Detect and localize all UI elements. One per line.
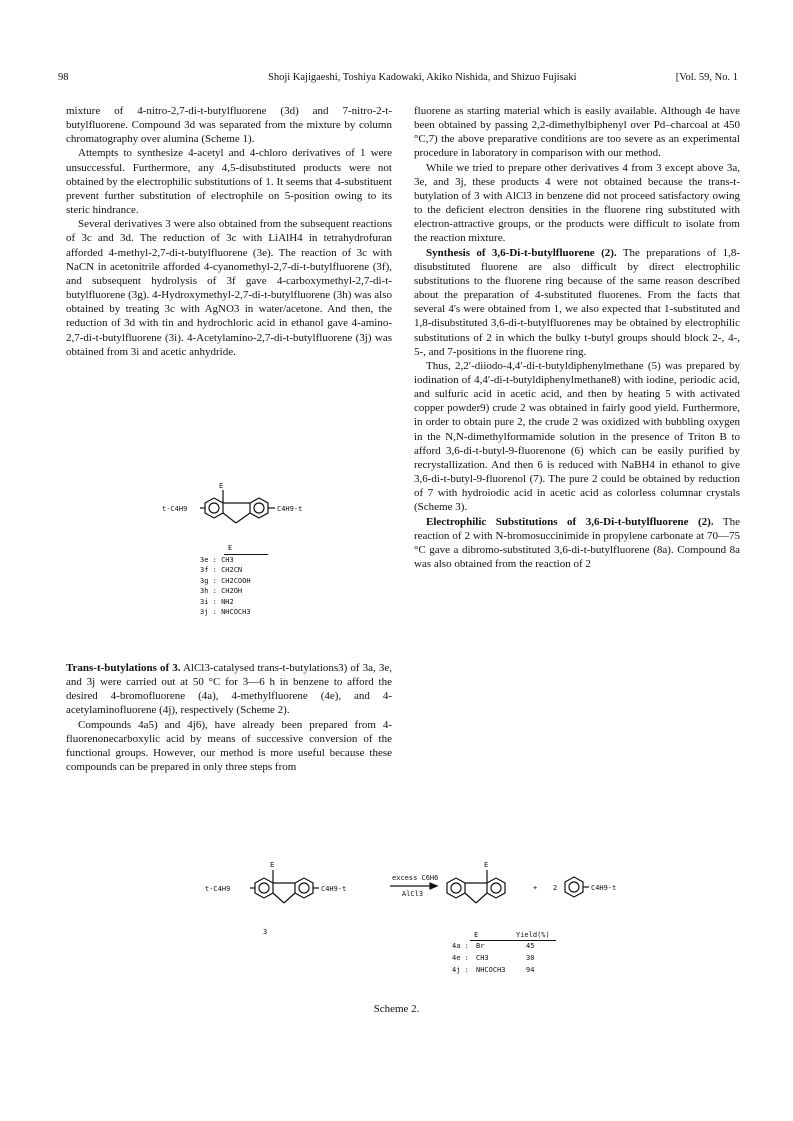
- volume-info: [Vol. 59, No. 1: [675, 72, 738, 83]
- plus-sign: +: [533, 884, 538, 892]
- right-column: [414, 104, 740, 571]
- paragraph: Compounds 4a5) and 4j6), have already been prepared from 4-fluorenonecarboxylic acid by means of successive conversion of the functional groups. However, our method is more useful because these compounds can be prepared in only three steps from: [66, 718, 392, 774]
- scheme-2-reaction: [195, 858, 735, 938]
- compound-label-3: 3: [263, 928, 268, 936]
- table-row: 4j : NHCOCH3 94: [452, 966, 535, 974]
- left-t-butyl: t-C4H9: [162, 505, 188, 513]
- substituent-table: [200, 543, 280, 618]
- running-authors: Shoji Kajigaeshi, Toshiya Kadowaki, Akiko Nishida, and Shizuo Fujisaki: [268, 72, 577, 83]
- section-heading: Trans-t-butylations of 3.: [66, 662, 181, 674]
- scheme-caption: Scheme 2.: [373, 1003, 420, 1015]
- paragraph: mixture of 4-nitro-2,7-di-t-butylfluorene (3d) and 7-nitro-2-t-butylfluorene. Compound 3d was separated from the mixture by column chromatography over alumina (Scheme 1).: [66, 105, 392, 146]
- byproduct-t-butyl: C4H9-t: [591, 884, 617, 892]
- section-heading: Synthesis of 3,6-Di-t-butylfluorene (2).: [426, 246, 617, 259]
- fluorene-structure-3: [150, 478, 350, 538]
- table-row: 3e : CH3: [200, 555, 234, 564]
- table-row: 3h : CH2OH: [200, 587, 243, 595]
- paragraph: Synthesis of 3,6-Di-t-butylfluorene (2). The preparations of 1,8-disubstituted fluorene are also difficult by direct electrophilic substitutions to the fluorene ring because of the same reason described about the preparation of 4-substituted fluorenes. From the facts that several 4's were obtained from 1, we also expected that 1-substituted and 1,8-disubstituted 3,6-di-t-butylfluorenes may be obtained by electrophilic substitutions of 2 in which the bulky t-butyl groups should block 2-, 4-, 5-, and 7-positions in the fluorene ring.: [414, 246, 740, 358]
- right-t-butyl: C4H9-t: [277, 505, 303, 513]
- reagent-alcl3: AlCl3: [402, 890, 424, 898]
- right-t-butyl: C4H9-t: [321, 885, 347, 893]
- substituent-E: E: [219, 482, 224, 490]
- paragraph: fluorene as starting material which is easily available. Although 4e have been obtained by passing 2,2-dimethylbiphenyl over Pd–charcoal at 450 °C,7) the above preparative conditions are too severe as an experimental procedure in laboratory in comparison with our method.: [414, 105, 740, 160]
- table-row: 3f : CH2CN: [200, 566, 243, 574]
- table-row: 4e : CH3 30: [452, 954, 535, 962]
- table-row: 3g : CH2COOH: [200, 576, 251, 585]
- left-column: [66, 104, 392, 359]
- reagent-excess-benzene: excess C6H6: [392, 874, 439, 882]
- section-heading: Electrophilic Substitutions of 3,6-Di-t-butylfluorene (2).: [426, 515, 714, 528]
- substituent-E-product: E: [484, 861, 489, 869]
- paragraph: While we tried to prepare other derivatives 4 from 3 except above 3a, 3e, and 3j, these products 4 were not obtained because the trans-t-butylation of 3 with AlCl3 in benzene did not proceed satisfactory owing to the deficient electron densities in the fluorene ring substituted with electron-attractive groups, or the products were difficult to isolate from the reaction mixture.: [414, 161, 740, 245]
- yield-table: [452, 930, 562, 977]
- paragraph: Attempts to synthesize 4-acetyl and 4-chloro derivatives of 1 were unsuccessful. Furthermore, any 4,5-disubstituted products were not obtained by the electrophilic substitutions of 1. It seems that 4-substituent prevent further substitution of electrophile on 5-position owing to its steric hindrance.: [66, 147, 392, 217]
- table-row: 3j : NHCOCH3: [200, 608, 251, 616]
- substituent-E: E: [270, 861, 275, 869]
- table-header: E: [228, 544, 233, 552]
- paragraph: Thus, 2,2′-diiodo-4,4′-di-t-butyldiphenylmethane (5) was prepared by iodination of 4,4′-di-t-butyldiphenylmethane8) with iodine, periodic acid, and sulfuric acid in acetic acid, and then by heating 5 with activated copper powder9) crude 2 was obtained in fairly good yield. Furthermore, in order to obtain pure 2, the crude 2 was oxidized with bubbling oxygen in the N,N-dimethylformamide solution in the presence of Triton B to afford 3,6-di-t-butyl-9-fluorenone (6) which can be easily purified by recrystallization. And then 6 is reduced with NaBH4 in ethanol to give 3,6-di-t-butyl-9-fluorenol (7). The pure 2 could be obtained by reduction of 7 with hydroiodic acid in acetic acid as colorless columnar crystals (Scheme 3).: [414, 359, 740, 514]
- page-number: 98: [58, 72, 69, 83]
- table-row: 4a : Br 45: [452, 942, 535, 950]
- paragraph: Trans-t-butylations of 3. AlCl3-catalysed trans-t-butylations3) of 3a, 3e, and 3j were carried out at 50 °C for 3—6 h in benzene to afford the desired 4-bromofluorene (4a), 4-methylfluorene (4e), and 4-acetylaminofluorene (4j), respectively (Scheme 2).: [66, 662, 392, 717]
- coefficient: 2: [553, 884, 558, 892]
- running-header: [58, 72, 738, 88]
- left-column-lower: [66, 661, 392, 774]
- table-row: 3i : NH2: [200, 597, 234, 606]
- table-header: E Yield(%): [474, 931, 550, 939]
- paragraph: Several derivatives 3 were also obtained from the subsequent reactions of 3c and 3d. The reduction of 3c with LiAlH4 in tetrahydrofuran afforded 4-methyl-2,7-di-t-butylfluorene (3e). The reaction of 3c with NaCN in acetonitrile afforded 4-cyanomethyl-2,7-di-t-butylfluorene (3f), and subsequent hydrolysis of 3f gave 4-carboxymethyl-2,7-di-t-butylfluorene (3g). 4-Hydroxymethyl-2,7-di-t-butylfluorene (3h) was also obtained by treating 3c with AgNO3 in water/acetone. And then, the reduction of 3d with tin and hydrochloric acid in ethanol gave 4-amino-2,7-di-t-butylfluorene (3i). 4-Acetylamino-2,7-di-t-butylfluorene (3j) was obtained from 3i and acetic anhydride.: [66, 218, 392, 358]
- left-t-butyl: t-C4H9: [205, 885, 231, 893]
- paragraph: Electrophilic Substitutions of 3,6-Di-t-butylfluorene (2). The reaction of 2 with N-bromosuccinimide in propylene carbonate at 70—75 °C gave a dibromo-substituted 3,6-di-t-butylfluorene (8a). Compound 8a was also obtained from the reaction of 2: [414, 515, 740, 570]
